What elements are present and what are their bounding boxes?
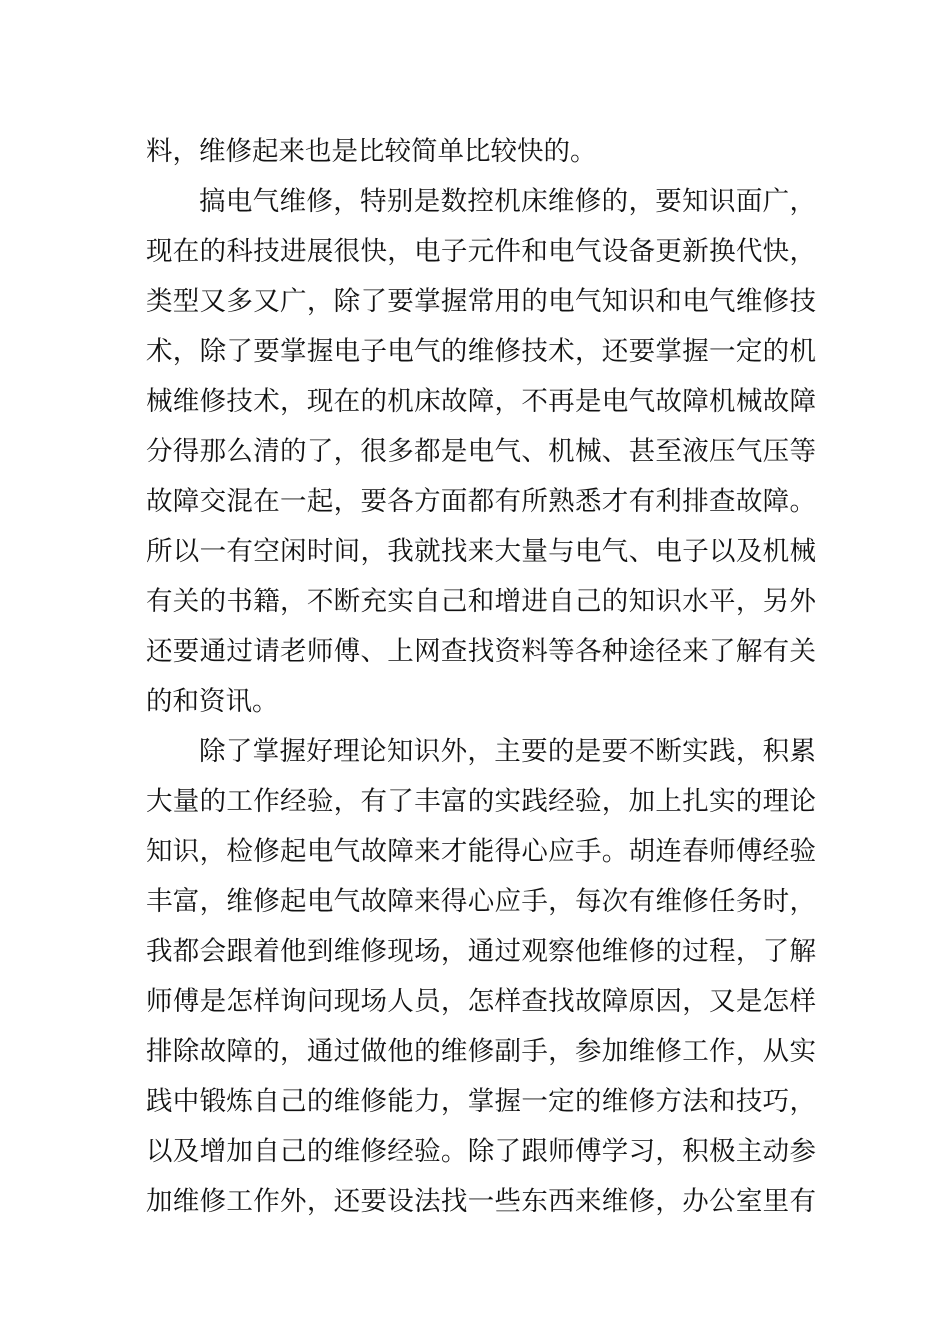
text-line-1: 料，维修起来也是比较简单比较快的。 [146,136,597,167]
text-line-10: 有关的书籍，不断充实自己和增进自己的知识水平，另外 [146,586,816,617]
text-line-14: 大量的工作经验，有了丰富的实践经验，加上扎实的理论 [146,786,816,817]
text-line-7: 分得那么清的了，很多都是电气、机械、甚至液压气压等 [146,436,816,467]
body-text [146,127,816,1227]
text-line-3: 现在的科技进展很快，电子元件和电气设备更新换代快， [146,236,816,267]
text-line-4: 类型又多又广，除了要掌握常用的电气知识和电气维修技 [146,286,816,317]
text-line-9: 所以一有空闲时间，我就找来大量与电气、电子以及机械 [146,536,816,567]
text-line-5: 术，除了要掌握电子电气的维修技术，还要掌握一定的机 [146,336,816,367]
text-line-21: 以及增加自己的维修经验。除了跟师傅学习，积极主动参 [146,1136,816,1167]
text-line-20: 践中锻炼自己的维修能力，掌握一定的维修方法和技巧， [146,1086,816,1117]
text-line-17: 我都会跟着他到维修现场，通过观察他维修的过程，了解 [146,936,816,967]
text-line-22: 加维修工作外，还要设法找一些东西来维修，办公室里有 [146,1186,816,1217]
text-line-13: 除了掌握好理论知识外，主要的是要不断实践，积累 [199,736,816,767]
text-line-11: 还要通过请老师傅、上网查找资料等各种途径来了解有关 [146,636,816,667]
text-line-18: 师傅是怎样询问现场人员，怎样查找故障原因，又是怎样 [146,986,816,1017]
text-line-19: 排除故障的，通过做他的维修副手，参加维修工作，从实 [146,1036,816,1067]
text-line-12: 的和资讯。 [146,686,279,717]
text-line-15: 知识，检修起电气故障来才能得心应手。胡连春师傅经验 [146,836,816,867]
text-line-8: 故障交混在一起，要各方面都有所熟悉才有利排查故障。 [146,486,816,517]
text-line-2: 搞电气维修，特别是数控机床维修的，要知识面广， [199,186,816,217]
text-line-6: 械维修技术，现在的机床故障，不再是电气故障机械故障 [146,386,816,417]
text-line-16: 丰富，维修起电气故障来得心应手，每次有维修任务时， [146,886,816,917]
